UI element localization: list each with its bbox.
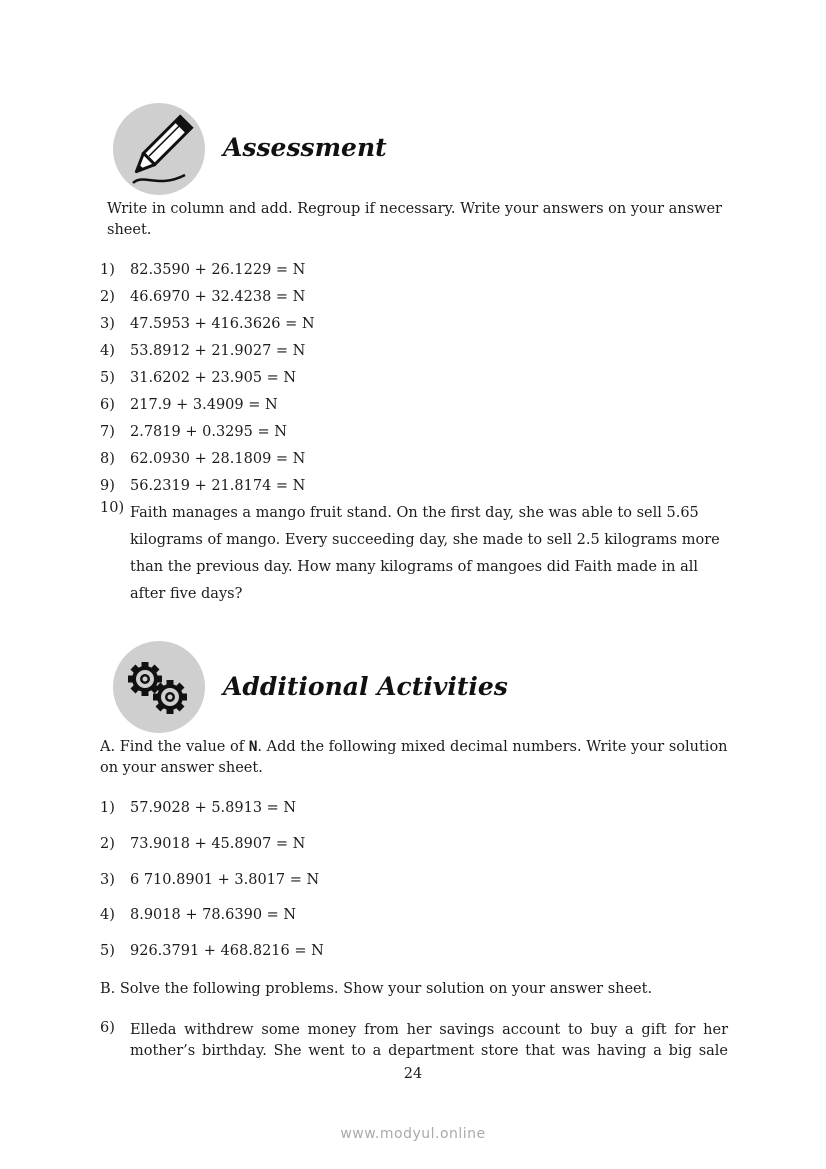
item-equation: 62.0930 + 28.1809 = N (130, 451, 306, 467)
problem-number: 6) (100, 1020, 115, 1036)
additional-problem-6 (100, 1020, 728, 1062)
item-equation: 82.3590 + 26.1229 = N (130, 262, 306, 278)
list-item (100, 397, 278, 413)
item-number: 3) (100, 871, 115, 888)
footer-watermark: www.modyul.online (340, 1126, 486, 1142)
item-number: 4) (100, 907, 115, 924)
item-number: 4) (100, 343, 115, 359)
page-number: 24 (403, 1066, 423, 1082)
item-number: 1) (100, 800, 115, 816)
item-equation: 46.6970 + 32.4238 = N (130, 289, 306, 305)
item-equation: 53.8912 + 21.9027 = N (130, 343, 306, 359)
list-item (100, 289, 305, 305)
additional-icon-circle (113, 641, 205, 733)
assessment-icon-circle (113, 103, 205, 195)
item-equation: 56.2319 + 21.8174 = N (130, 478, 306, 494)
list-item (100, 451, 305, 467)
item-number: 3) (100, 316, 115, 332)
list-item (100, 872, 319, 888)
pencil-icon (113, 103, 205, 195)
problem-number: 10) (100, 500, 125, 516)
additional-title: Additional Activities (223, 672, 508, 701)
item-equation: 47.5953 + 416.3626 = N (130, 316, 315, 332)
list-item (100, 800, 296, 816)
assessment-title: Assessment (223, 133, 387, 162)
assessment-problem-10 (100, 500, 728, 608)
list-item (100, 478, 305, 494)
item-number: 8) (100, 451, 115, 467)
problem-text: Faith manages a mango fruit stand. On the first day, she was able to sell 5.65 kilograms of mango. Every succeeding day, she made to sell 2.5 kilograms more than the previous day. How many kilograms of mangoes did Faith made in all after five days? (130, 505, 720, 602)
list-item (100, 836, 305, 852)
item-equation: 6 710.8901 + 3.8017 = N (130, 871, 320, 888)
list-item (100, 943, 324, 959)
item-number: 5) (100, 370, 115, 386)
assessment-instruction: Write in column and add. Regroup if necessary. Write your answers on your answer sheet. (107, 201, 722, 238)
item-equation: 31.6202 + 23.905 = N (130, 370, 297, 386)
item-number: 7) (100, 424, 115, 440)
item-number: 5) (100, 943, 115, 960)
part-b-instruction: B. Solve the following problems. Show your solution on your answer sheet. (100, 981, 653, 997)
item-number: 2) (100, 835, 115, 852)
item-equation: 73.9018 + 45.8907 = N (130, 835, 306, 852)
problem-text: Elleda withdrew some money from her savings account to buy a gift for her mother’s birthday. She went to a department store that was having a big sale (130, 1022, 728, 1059)
item-number: 6) (100, 397, 115, 413)
item-equation: 217.9 + 3.4909 = N (130, 397, 278, 413)
item-number: 2) (100, 289, 115, 305)
item-number: 9) (100, 478, 115, 494)
item-equation: 926.3791 + 468.8216 = N (130, 943, 324, 960)
item-number: 1) (100, 262, 115, 278)
item-equation: 2.7819 + 0.3295 = N (130, 424, 287, 440)
list-item (100, 424, 287, 440)
list-item (100, 907, 296, 923)
list-item (100, 343, 305, 359)
list-item (100, 262, 305, 278)
list-item (100, 316, 315, 332)
gears-icon (113, 641, 205, 733)
item-equation: 57.9028 + 5.8913 = N (130, 800, 297, 816)
part-a-instruction: A. Find the value of N. Add the following mixed decimal numbers. Write your solution on your answer sheet. (100, 739, 728, 776)
item-equation: 8.9018 + 78.6390 = N (130, 907, 297, 924)
list-item (100, 370, 296, 386)
variable-n: N (248, 739, 258, 755)
